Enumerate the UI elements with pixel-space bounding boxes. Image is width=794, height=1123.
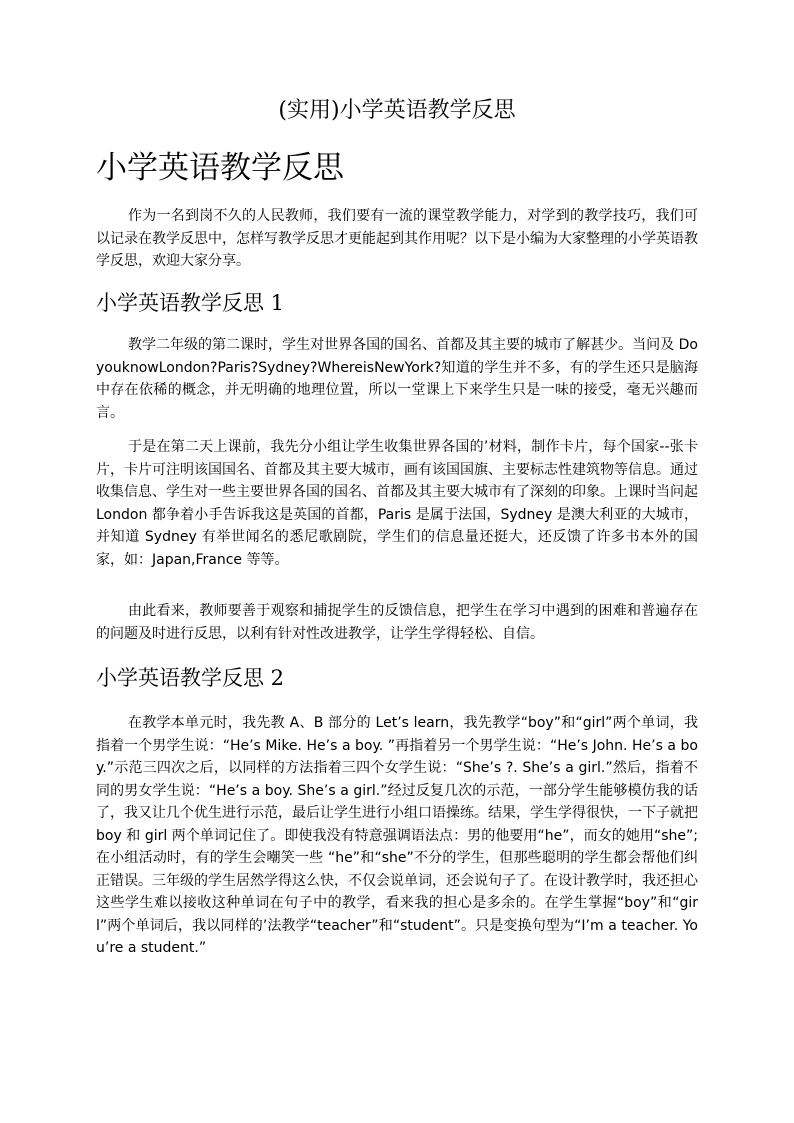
section-1-paragraph-2: 于是在第二天上课前，我先分小组让学生收集世界各国的’材料，制作卡片，每个国家--张卡片，卡片可注明该国国名、首都及其主要大城市，画有该国国旗、主要标志性建筑物等信息。通过收集信息、学生对一些主要世界各国的国名、首都及其主要大城市有了深刻的印象。上课时当问起 London 都争着小手告诉我这是英国的首都，Paris 是属于法国，Sydney 是澳大利亚的大城市，并知道 Sydney 有举世闻名的悉尼歌剧院，学生们的信息量还挺大，还反馈了许多书本外的国家，如：Japan,France 等等。 (96, 439, 698, 568)
section-heading-2: 小学英语教学反思 2 (96, 666, 285, 690)
main-heading: 小学英语教学反思 (96, 150, 344, 186)
document-title: (实用)小学英语教学反思 (278, 98, 516, 123)
section-heading-1: 小学英语教学反思 1 (96, 291, 285, 315)
section-1-paragraph-1: 教学二年级的第二课时，学生对世界各国的国名、首都及其主要的城市了解甚少。当问及 DoyouknowLondon?Paris?Sydney?WhereisNewYork?知道的学生并不多，有的学生还只是脑海中存在依稀的概念，并无明确的地理位置，所以一堂课上下来学生只是一味的接受，毫无兴趣而言。 (96, 337, 698, 421)
section-2-paragraph-1: 在教学本单元时，我先教 A、B 部分的 Let’s learn，我先教学“boy”和“girl”两个单词，我指着一个男学生说：“He’s Mike. He’s a boy. ”再指着另一个男学生说：“He’s John. He’s a boy.”示范三四次之后，以同样的方法指着三四个女学生说：“She’s ?. She’s a girl.”然后，指着不同的男女学生说：“He’s a boy. She’s a girl.”经过反复几次的示范，一部分学生能够模仿我的话了，我又让几个优生进行示范，最后让学生进行小组口语操练。结果，学生学得很快，一下子就把 boy 和 girl 两个单词记住了。即使我没有特意强调语法点：男的他要用“he”，而女的她用“she”;在小组活动时，有的学生会嘲笑一些 “he”和“she”不分的学生，但那些聪明的学生都会帮他们纠正错误。三年级的学生居然学得这么快，不仅会说单词，还会说句子了。在设计教学时，我还担心这些学生难以接收这种单词在句子中的教学，看来我的担心是多余的。在学生掌握“boy”和“girl”两个单词后，我以同样的’法教学“teacher”和“student”。只是变换句型为“I’m a teacher. You’re a student.” (96, 715, 698, 956)
intro-paragraph: 作为一名到岗不久的人民教师，我们要有一流的课堂教学能力，对学到的教学技巧，我们可以记录在教学反思中，怎样写教学反思才更能起到其作用呢？以下是小编为大家整理的小学英语教学反思，欢迎大家分享。 (96, 208, 698, 269)
section-1-paragraph-3: 由此看来，教师要善于观察和捕捉学生的反馈信息，把学生在学习中遇到的困难和普遍存在的问题及时进行反思，以利有针对性改进教学，让学生学得轻松、自信。 (96, 603, 698, 642)
